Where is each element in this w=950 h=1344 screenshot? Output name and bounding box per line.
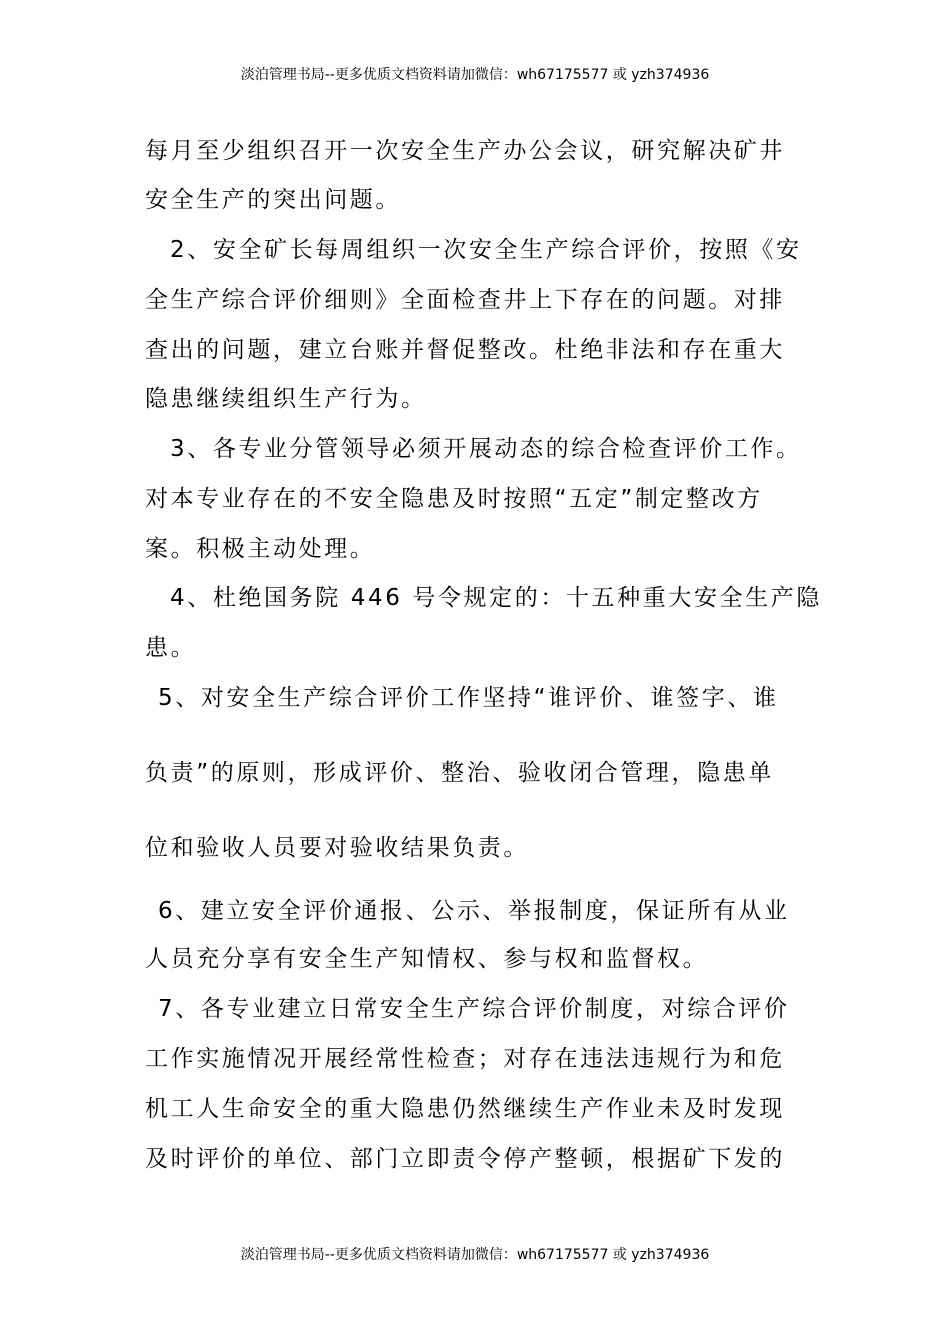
paragraph-line: 人员充分享有安全生产知情权、参与权和监督权。 (145, 946, 709, 972)
paragraph-line: 每月至少组织召开一次安全生产办公会议，研究解决矿井 (145, 138, 785, 164)
paragraph-line: 负责”的原则，形成评价、整治、验收闭合管理，隐患单 (145, 760, 774, 786)
paragraph-line: 查出的问题，建立台账并督促整改。杜绝非法和存在重大 (145, 337, 785, 363)
paragraph-line: 安全生产的突出问题。 (145, 187, 401, 213)
paragraph-line: 5、对安全生产综合评价工作坚持“谁评价、谁签字、谁 (158, 685, 779, 711)
paragraph-line: 及时评价的单位、部门立即责令停产整顿，根据矿下发的 (145, 1146, 785, 1172)
paragraph-line: 4、杜绝国务院 446 号令规定的：十五种重大安全生产隐 (170, 585, 822, 611)
paragraph-line: 全生产综合评价细则》全面检查井上下存在的问题。对排 (145, 287, 785, 313)
paragraph-line: 7、各专业建立日常安全生产综合评价制度，对综合评价 (158, 996, 790, 1022)
paragraph-line: 隐患继续组织生产行为。 (145, 386, 427, 412)
paragraph-line: 6、建立安全评价通报、公示、举报制度，保证所有从业 (158, 898, 790, 924)
paragraph-line: 案。积极主动处理。 (145, 536, 376, 562)
page-header: 淡泊管理书局--更多优质文档资料请加微信：wh67175577 或 yzh374936 (240, 67, 710, 83)
paragraph-line: 机工人生命安全的重大隐患仍然继续生产作业未及时发现 (145, 1096, 785, 1122)
page-footer: 淡泊管理书局--更多优质文档资料请加微信：wh67175577 或 yzh374936 (240, 1247, 710, 1263)
paragraph-line: 2、安全矿长每周组织一次安全生产综合评价，按照《安 (170, 237, 802, 263)
paragraph-line: 3、各专业分管领导必须开展动态的综合检查评价工作。 (170, 436, 802, 462)
paragraph-line: 工作实施情况开展经常性检查；对存在违法违规行为和危 (145, 1046, 785, 1072)
paragraph-line: 患。 (145, 635, 197, 661)
paragraph-line: 对本专业存在的不安全隐患及时按照“五定”制定整改方 (145, 486, 763, 512)
paragraph-line: 位和验收人员要对验收结果负责。 (145, 835, 529, 861)
